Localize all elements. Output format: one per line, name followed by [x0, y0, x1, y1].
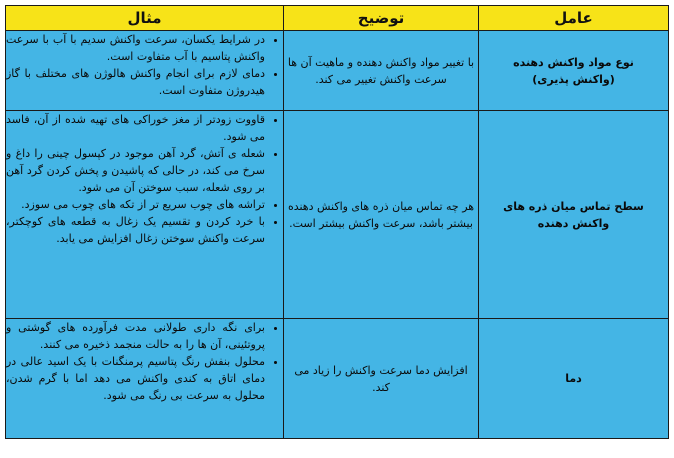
explanation-cell: افزایش دما سرعت واکنش را زیاد می کند. [284, 319, 479, 439]
header-row [6, 6, 669, 31]
reaction-rate-factors-table [5, 5, 669, 439]
example-cell [6, 111, 284, 319]
example-item: • در شرایط یکسان، سرعت واکنش سدیم با آب با سرعت واکنش پتاسیم با آب متفاوت است. [6, 31, 265, 65]
factor-subtitle: (واکنش پذیری) [532, 72, 615, 86]
header-explanation: توضیح [284, 6, 479, 31]
example-item: • شعله ی آتش، گرد آهن موجود در کپسول چینی را داغ و سرخ می کند، در حالی که پاشیدن و پخش کردن گرد آهن بر روی شعله، سبب سوختن آن می شود. [6, 145, 265, 196]
example-item: • قاووت زودتر از مغز خوراکی های تهیه شده از آن، فاسد می شود. [6, 111, 265, 145]
example-list [6, 31, 283, 99]
example-item: • محلول بنفش رنگ پتاسیم پرمنگنات با یک اسید عالی در دمای اتاق به کندی واکنش می دهد اما با گرم شدن، محلول به سرعت بی رنگ می شود. [6, 353, 265, 404]
row-surface-area [6, 111, 669, 319]
factor-cell [479, 319, 669, 439]
example-cell [6, 31, 284, 111]
row-reactant-nature [6, 31, 669, 111]
explanation-cell: هر چه تماس میان ذره های واکنش دهنده بیشتر باشد، سرعت واکنش بیشتر است. [284, 111, 479, 319]
factor-cell [479, 31, 669, 111]
header-factor: عامل [479, 6, 669, 31]
factor-title: سطح تماس میان ذره های [503, 199, 644, 213]
example-item: • برای نگه داری طولانی مدت فرآورده های گوشتی و پروتئینی، آن ها را به حالت منجمد ذخیره می کنند. [6, 319, 265, 353]
example-item: • دمای لازم برای انجام واکنش هالوژن های مختلف با گاز هیدروژن متفاوت است. [6, 65, 265, 99]
header-example: مثال [6, 6, 284, 31]
factor-cell [479, 111, 669, 319]
example-list [6, 111, 283, 247]
factor-title: دما [565, 372, 582, 385]
example-list [6, 319, 283, 404]
example-cell [6, 319, 284, 439]
factor-title: نوع مواد واکنش دهنده [513, 55, 634, 69]
example-item: • تراشه های چوب سریع تر از تکه های چوب می سوزد. [6, 196, 265, 213]
explanation-cell: با تغییر مواد واکنش دهنده و ماهیت آن ها سرعت واکنش تغییر می کند. [284, 31, 479, 111]
row-temperature [6, 319, 669, 439]
factor-subtitle: واکنش دهنده [537, 216, 610, 230]
example-item: • با خرد کردن و تقسیم یک زغال به قطعه های کوچکتر، سرعت واکنش سوختن زغال افزایش می یابد. [6, 213, 265, 247]
